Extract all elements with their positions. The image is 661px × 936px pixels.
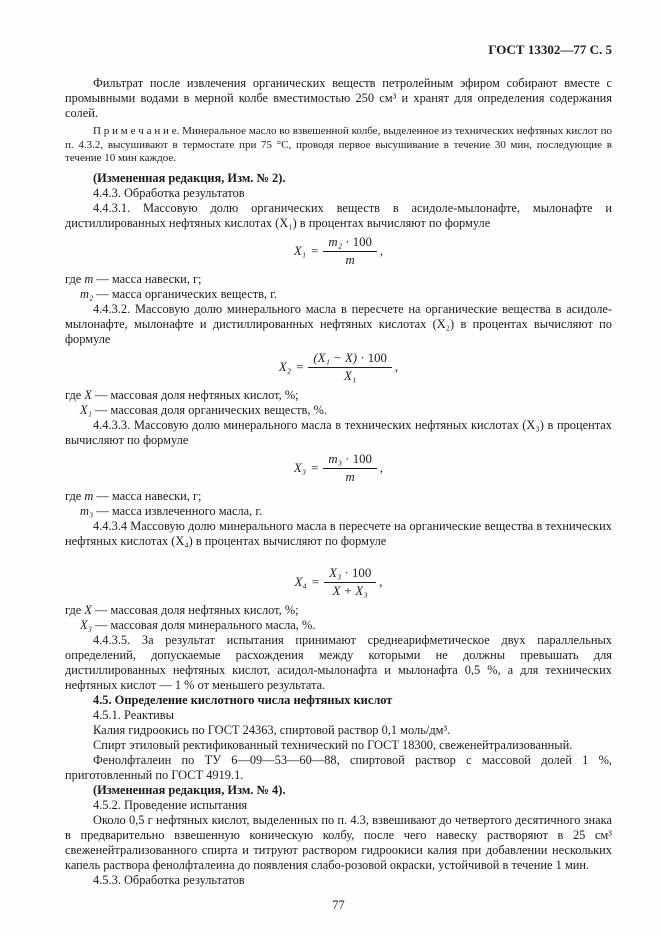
where-definition: — масса извлеченного масла, г. bbox=[93, 503, 263, 518]
paragraph-spirit: Спирт этиловый ректификованный технический по ГОСТ 18300, свеженейтрализованный. bbox=[93, 737, 573, 752]
where-definition: — массовая доля минерального масла, %. bbox=[91, 617, 316, 632]
formula-x1-comma: , bbox=[379, 243, 384, 258]
paragraph-4-4-3-5: 4.4.3.5. За результат испытания принимают среднеарифметическое двух параллельных определений, допускаемые расхождения между которыми не должны превышать для дистиллированных нефтяных кислот, асидол-мылонафта и мылонафта 0,5 %, а для технических нефтяных кислот — 1 % от меньшего результата. bbox=[65, 632, 612, 692]
note-paragraph: П р и м е ч а н и е. Минеральное масло во взвешенной колбе, выделенное из технических нефтяных кислот по п. 4.3.2, высушивают в термостате при 75 °С, проводя первое высушивание в течение 30 мин, последующие в течение 10 мин каждое. bbox=[65, 125, 612, 165]
where-clause bbox=[65, 603, 612, 618]
where-lead: где bbox=[65, 488, 85, 503]
formula-x2-equals: = bbox=[296, 359, 304, 374]
where-lead: где bbox=[65, 602, 85, 617]
formula-x1-numerator-var: m₂ bbox=[328, 234, 343, 249]
formula-x1-equals: = bbox=[311, 243, 319, 258]
paragraph-koh: Калия гидроокись по ГОСТ 24363, спиртовой раствор 0,1 моль/дм³. bbox=[93, 722, 451, 737]
where-clause bbox=[65, 272, 612, 287]
formula-x4-numerator-var: X₃ bbox=[329, 565, 342, 580]
formula-x2-denominator: X₁ bbox=[344, 368, 357, 383]
section-heading-4-5-1: 4.5.1. Реактивы bbox=[93, 707, 174, 722]
formula-x2-numerator-var: (X₁ − X) bbox=[313, 350, 358, 365]
formula-x2-fraction bbox=[308, 351, 392, 383]
formula-x1 bbox=[65, 235, 612, 267]
section-heading-4-5-3: 4.5.3. Обработка результатов bbox=[93, 872, 245, 887]
section-heading-4-5-2: 4.5.2. Проведение испытания bbox=[93, 797, 248, 812]
where-clause bbox=[65, 489, 612, 504]
where-var: X bbox=[84, 602, 92, 617]
where-var: X₁ bbox=[80, 402, 92, 417]
where-lead: где bbox=[65, 271, 85, 286]
formula-x4-lhs: X₄ bbox=[294, 574, 307, 589]
where-clause bbox=[65, 388, 612, 403]
paragraph-4-4-3-3: 4.4.3.3. Массовую долю минерального масла в технических нефтяных кислотах (X₃) в процентах вычисляют по формуле bbox=[65, 417, 612, 447]
formula-x1-lhs: X₁ bbox=[293, 243, 307, 258]
where-clause bbox=[65, 618, 612, 633]
formula-x1-numerator-mult: · 100 bbox=[342, 234, 372, 249]
where-var: m bbox=[84, 488, 94, 503]
paragraph-filtrate: Фильтрат после извлечения органических веществ петролейным эфиром собирают вместе с промывными водами в мерной колбе вместимостью 250 см³ и хранят для определения содержания солей. bbox=[65, 76, 612, 120]
formula-x4-comma: , bbox=[379, 574, 383, 589]
where-clause bbox=[65, 403, 612, 418]
where-var: X bbox=[84, 387, 92, 402]
where-clause bbox=[65, 504, 612, 519]
where-definition: — массовая доля органических веществ, %. bbox=[91, 402, 327, 417]
formula-x3-numerator-mult: · 100 bbox=[342, 451, 372, 466]
formula-x4-numerator-mult: · 100 bbox=[341, 565, 372, 580]
page-number: 77 bbox=[332, 897, 345, 912]
formula-x3-equals: = bbox=[311, 460, 319, 475]
section-heading-4-4-3: 4.4.3. Обработка результатов bbox=[93, 185, 245, 200]
formula-x2 bbox=[65, 351, 612, 383]
formula-x3-denominator: m bbox=[345, 469, 355, 484]
formula-x4-equals: = bbox=[311, 574, 320, 589]
formula-x2-numerator-mult: · 100 bbox=[357, 350, 387, 365]
formula-x3 bbox=[65, 452, 612, 484]
paragraph-4-4-3-2: 4.4.3.2. Массовую долю минерального масла в пересчете на органические вещества в асидоле-мылонафте, мылонафте и дистиллированных нефтяных кислотах (X₂) в процентах вычисляют по формуле bbox=[65, 301, 612, 346]
where-var: m₂ bbox=[80, 286, 94, 301]
formula-x1-denominator: m bbox=[345, 252, 355, 267]
where-var: X₃ bbox=[80, 617, 92, 632]
where-definition: — массовая доля нефтяных кислот, %; bbox=[91, 602, 299, 617]
paragraph-phenolphthalein: Фенолфталеин по ТУ 6—09—53—60—88, спиртовой раствор с массовой долей 1 %, приготовленный по ГОСТ 4919.1. bbox=[65, 752, 612, 782]
amended-note-2: (Измененная редакция, Изм. № 2). bbox=[93, 170, 286, 185]
where-definition: — масса навески, г; bbox=[93, 488, 202, 503]
where-var: m₃ bbox=[80, 503, 94, 518]
where-definition: — массовая доля нефтяных кислот, %; bbox=[91, 387, 299, 402]
where-var: m bbox=[84, 271, 94, 286]
formula-x3-fraction bbox=[323, 452, 377, 484]
formula-x3-lhs: X₃ bbox=[293, 460, 307, 475]
where-definition: — масса органических веществ, г. bbox=[93, 286, 277, 301]
formula-x3-numerator-var: m₃ bbox=[328, 451, 343, 466]
doc-header: ГОСТ 13302—77 С. 5 bbox=[488, 42, 612, 57]
where-definition: — масса навески, г; bbox=[93, 271, 202, 286]
section-heading-4-5: 4.5. Определение кислотного числа нефтяных кислот bbox=[93, 692, 393, 707]
formula-x2-comma: , bbox=[394, 359, 399, 374]
paragraph-test-procedure: Около 0,5 г нефтяных кислот, выделенных по п. 4.3, взвешивают до четвертого десятичного знака в предварительно взвешенную коническую колбу, после чего навеску растворяют в 25 см³ свеженейтрализованного спирта и титруют раствором гидроокиси калия при добавлении нескольких капель раствора фенолфталеина до появления слабо-розовой окраски, устойчивой в течение 1 мин. bbox=[65, 812, 612, 872]
formula-x3-comma: , bbox=[379, 460, 384, 475]
formula-x1-fraction bbox=[323, 235, 377, 267]
where-lead: где bbox=[65, 387, 85, 402]
formula-x4-fraction bbox=[324, 566, 376, 598]
paragraph-4-4-3-1: 4.4.3.1. Массовую долю органических веществ в асидоле-мылонафте, мылонафте и дистиллированных нефтяных кислотах (X₁) в процентах вычисляют по формуле bbox=[65, 200, 612, 230]
formula-x4 bbox=[65, 566, 612, 598]
where-clause bbox=[65, 287, 612, 302]
paragraph-4-4-3-4: 4.4.3.4 Массовую долю минерального масла в пересчете на органические вещества в технических нефтяных кислотах (X₄) в процентах вычисляют по формуле bbox=[65, 518, 612, 548]
amended-note-4: (Измененная редакция, Изм. № 4). bbox=[93, 782, 286, 797]
formula-x2-lhs: X₂ bbox=[278, 359, 292, 374]
formula-x4-denominator: X + X₃ bbox=[332, 583, 368, 598]
